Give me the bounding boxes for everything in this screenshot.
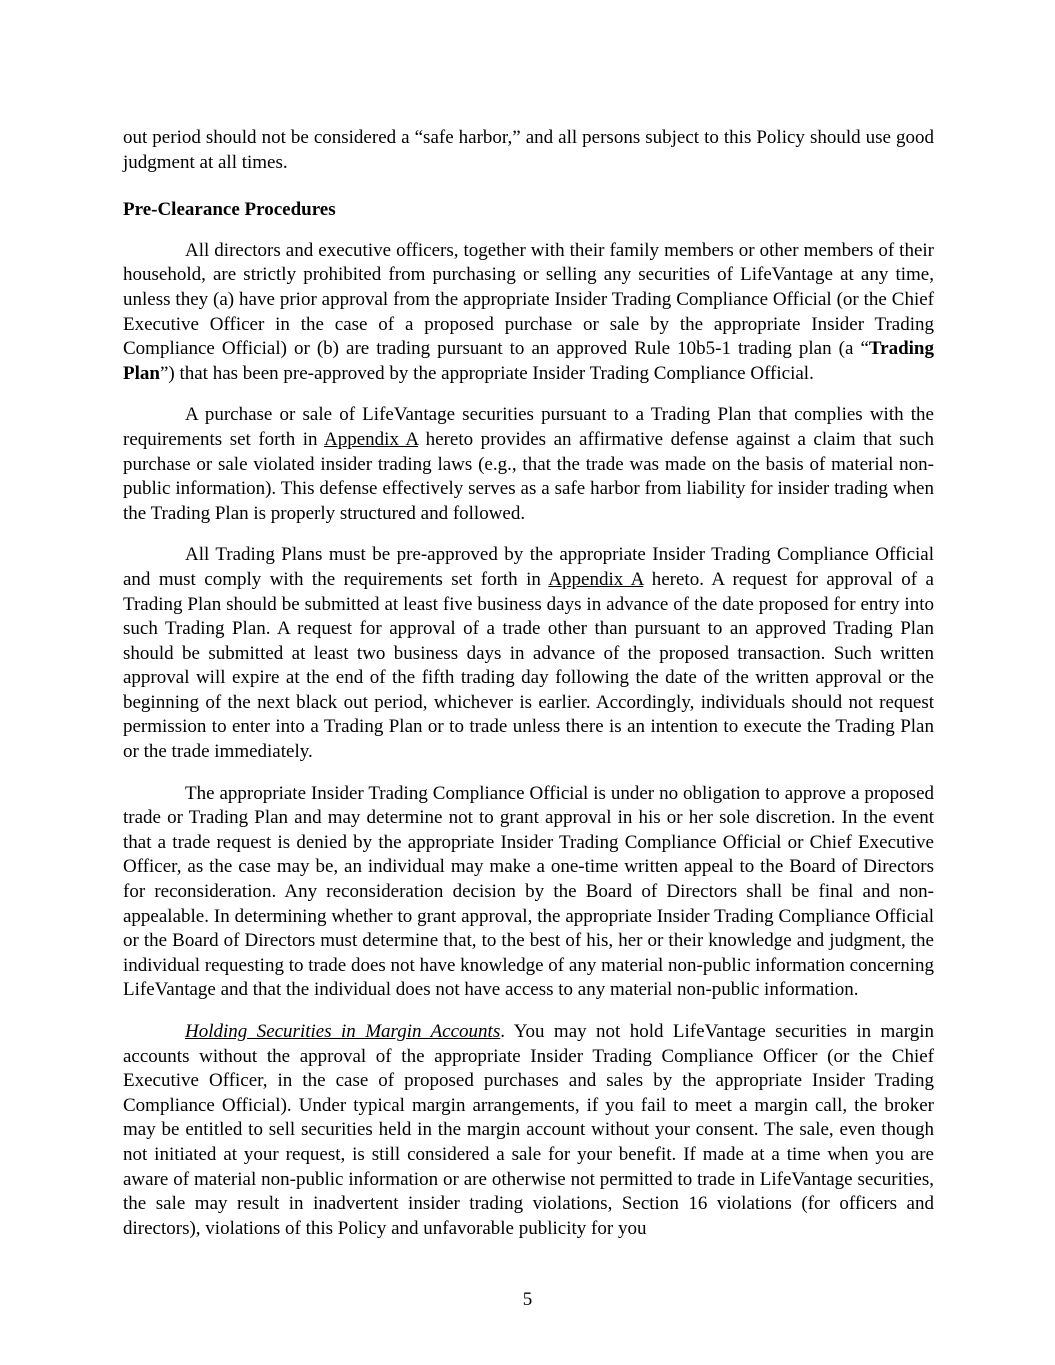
text-run: All Trading Plans must be pre-approved by the appropriate Insider Trading Compliance Official and must comply with the requirements set forth in (123, 544, 934, 590)
text-run: hereto. A request for approval of a Trading Plan should be submitted at least five business days in advance of the date proposed for entry into such Trading Plan. A request for approval of a trade other than pursuant to an approved Trading Plan should be submitted at least two business days in advance of the proposed transaction. Such written approval will expire at the end of the fifth trading day following the date of the written approval or the beginning of the next black out period, whichever is earlier. Accordingly, individuals should not request permission to enter into a Trading Plan or to trade unless there is an intention to execute the Trading Plan or the trade immediately. (123, 568, 934, 763)
text-run: The appropriate Insider Trading Compliance Official is under no obligation to approve a proposed trade or Trading Plan and may determine not to grant approval in his or her sole discretion. In the event that a trade request is denied by the appropriate Insider Trading Compliance Official or Chief Executive Officer, as the case may be, an individual may make a one-time written appeal to the Board of Directors for reconsideration. Any reconsideration decision by the Board of Directors shall be final and non-appealable. In determining whether to grant approval, the appropriate Insider Trading Compliance Official or the Board of Directors must determine that, to the best of his, her or their knowledge and judgment, the individual requesting to trade does not have knowledge of any material non-public information concerning LifeVantage and that the individual does not have access to any material non-public information. (123, 782, 934, 1001)
section-heading (123, 198, 934, 223)
text-run: hereto provides an affirmative defense against a claim that such purchase or sale violated insider trading laws (e.g., that the trade was made on the basis of material non-public information). This defense effectively serves as a safe harbor from liability for insider trading when the Trading Plan is properly structured and followed. (123, 428, 934, 524)
text-run: A purchase or sale of LifeVantage securities pursuant to a Trading Plan that complies with the requirements set forth in (123, 404, 934, 450)
text-run: Appendix A (548, 568, 644, 590)
text-run: All directors and executive officers, together with their family members or other members of their household, are strictly prohibited from purchasing or selling any securities of LifeVantage at any time, unless they (a) have prior approval from the appropriate Insider Trading Compliance Official (or the Chief Executive Officer in the case of a proposed purchase or sale by the appropriate Insider Trading Compliance Official) or (b) are trading pursuant to an approved Rule 10b5-1 trading plan (a “ (123, 239, 934, 360)
paragraph (123, 403, 934, 526)
paragraph (123, 782, 934, 1003)
page-number: 5 (522, 1289, 533, 1311)
document-body (123, 126, 934, 1241)
text-run: Trading Plan (123, 338, 934, 384)
paragraph (123, 543, 934, 764)
text-run: ”) that has been pre-approved by the appropriate Insider Trading Compliance Official. (159, 362, 814, 384)
paragraph (123, 1020, 934, 1241)
paragraph (123, 239, 934, 387)
text-run: Appendix A (324, 428, 419, 450)
text-run: . You may not hold LifeVantage securities in margin accounts without the approval of the appropriate Insider Trading Compliance Officer (or the Chief Executive Officer, in the case of proposed purchases and sales by the appropriate Insider Trading Compliance Official). Under typical margin arrangements, if you fail to meet a margin call, the broker may be entitled to sell securities held in the margin account without your consent. The sale, even though not initiated at your request, is still considered a sale for your benefit. If made at a time when you are aware of material non-public information or are otherwise not permitted to trade in LifeVantage securities, the sale may result in inadvertent insider trading violations, Section 16 violations (for officers and directors), violations of this Policy and unfavorable publicity for you (123, 1021, 935, 1239)
text-run: Pre-Clearance Procedures (123, 199, 336, 221)
text-run: out period should not be considered a “safe harbor,” and all persons subject to this Policy should use good judgment at all times. (123, 127, 934, 173)
paragraph (123, 126, 934, 175)
text-run: Holding Securities in Margin Accounts (185, 1021, 501, 1042)
